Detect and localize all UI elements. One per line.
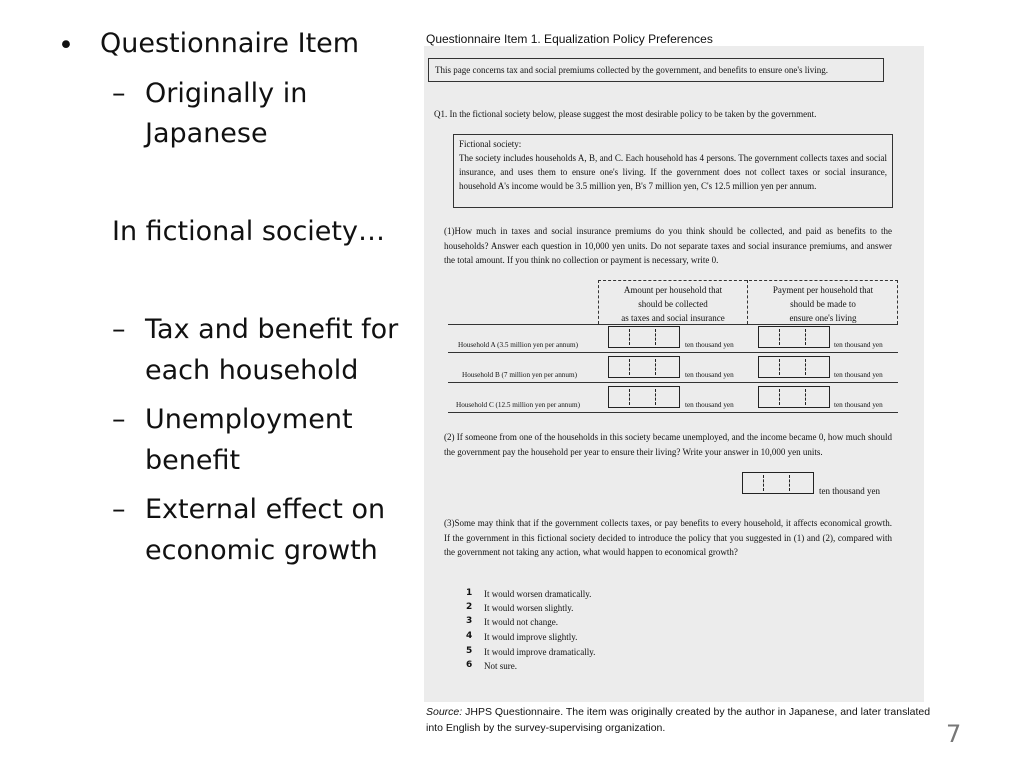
page-number: 7 xyxy=(946,720,962,748)
questionnaire-page xyxy=(424,46,924,702)
option-text: It would worsen slightly. xyxy=(484,603,574,613)
sub-originally-line1: Originally in xyxy=(145,78,308,109)
sub-tax-line1: Tax and benefit for xyxy=(145,314,399,345)
row-label: Household A (3.5 million yen per annum) xyxy=(458,341,578,349)
col2-header-line1: Payment per household that xyxy=(772,285,874,295)
option-number: 3 xyxy=(466,616,473,626)
col1-header-line1: Amount per household that xyxy=(623,285,723,295)
answer-box-pay-b[interactable] xyxy=(758,356,830,378)
bullet-questionnaire-item: Questionnaire Item xyxy=(100,28,360,59)
q1-text: Q1. In the fictional society below, please suggest the most desirable policy to be taken by the government. xyxy=(434,109,817,119)
table-row-line xyxy=(448,324,898,325)
answer-box-pay-a[interactable] xyxy=(758,326,830,348)
table-row-line xyxy=(448,382,898,383)
source-text: JHPS Questionnaire. The item was originally created by the author in Japanese, and later translated into English by the survey-supervising organization. xyxy=(426,706,931,734)
col1-header-line2: should be collected xyxy=(638,299,708,309)
table-top-line xyxy=(598,280,898,281)
answer-box-collect-c[interactable] xyxy=(608,386,680,408)
part1-text: (1)How much in taxes and social insurance premiums do you think should be collected, and paid as benefits to the households? Answer each question in 10,000 yen units. Do not separate taxes and social insurance premiums, and answer the total amount. If you think no collection or payment is necessary, write 0. xyxy=(444,226,892,265)
fictional-title: Fictional society: xyxy=(459,139,522,149)
option-number: 2 xyxy=(466,602,473,612)
source-label: Source: xyxy=(426,706,463,718)
option-text: It would worsen dramatically. xyxy=(484,589,592,599)
document-caption: Questionnaire Item 1. Equalization Policy Preferences xyxy=(426,32,713,46)
part2-unit: ten thousand yen xyxy=(819,486,880,496)
table-col-sep xyxy=(897,280,898,324)
dash-marker: – xyxy=(112,314,126,345)
part2-text: (2) If someone from one of the households in this society became unemployed, and the income became 0, how much should the government pay the household per year to ensure their living? Write your answer in 10,000 yen units. xyxy=(444,432,892,457)
fictional-society-box xyxy=(453,134,893,208)
unit-label: ten thousand yen xyxy=(685,371,734,379)
sub-tax-line2: each household xyxy=(145,355,359,386)
answer-box-unemployment[interactable] xyxy=(742,472,814,494)
intro-fictional-society: In fictional society… xyxy=(112,216,385,247)
table-bottom-line xyxy=(448,412,898,413)
table-col-sep xyxy=(598,280,599,324)
row-label: Household B (7 million yen per annum) xyxy=(462,371,577,379)
table-col-sep xyxy=(747,280,748,324)
slide-text xyxy=(0,0,420,768)
option-number: 6 xyxy=(466,660,473,670)
sub-originally-line2: Japanese xyxy=(145,118,268,149)
option-text: It would improve dramatically. xyxy=(484,647,596,657)
col2-header xyxy=(749,283,897,325)
col2-header-line3: ensure one's living xyxy=(789,313,857,323)
unit-label: ten thousand yen xyxy=(834,371,883,379)
option-number: 5 xyxy=(466,646,473,656)
option-number: 4 xyxy=(466,631,473,641)
table-row-line xyxy=(448,352,898,353)
sub-external-line1: External effect on xyxy=(145,494,386,525)
option-text: It would improve slightly. xyxy=(484,632,578,642)
unit-label: ten thousand yen xyxy=(685,401,734,409)
col2-header-line2: should be made to xyxy=(790,299,856,309)
answer-box-collect-a[interactable] xyxy=(608,326,680,348)
header-box-text: This page concerns tax and social premiums collected by the government, and benefits to ensure one's living. xyxy=(435,65,829,75)
part3-text: (3)Some may think that if the government collects taxes, or pay benefits to every household, it affects economical growth. If the government in this fictional society decided to introduce the policy that you suggested in (1) and (2), compared with the government not taking any action, what would happen to economical growth? xyxy=(444,518,892,557)
option-text: Not sure. xyxy=(484,661,517,671)
sub-unemployment-line1: Unemployment xyxy=(145,404,353,435)
dash-marker: – xyxy=(112,404,126,435)
row-label: Household C (12.5 million yen per annum) xyxy=(456,401,580,409)
dash-marker: – xyxy=(112,78,126,109)
option-text: It would not change. xyxy=(484,617,558,627)
header-box xyxy=(428,58,884,82)
sub-unemployment-line2: benefit xyxy=(145,445,241,476)
dash-marker: – xyxy=(112,494,126,525)
sub-external-line2: economic growth xyxy=(145,535,378,566)
answer-box-collect-b[interactable] xyxy=(608,356,680,378)
col1-header xyxy=(600,283,746,325)
col1-header-line3: as taxes and social insurance xyxy=(621,313,725,323)
fictional-body: The society includes households A, B, and C. Each household has 4 persons. The government collects taxes and social insurance, and uses them to ensure one's living. If the government does not collect taxes or social insurance, household A's income would be 3.5 million yen, B's 7 million yen, C's 12.5 million yen per annum. xyxy=(459,153,887,191)
bullet-dot: • xyxy=(58,30,74,61)
option-number: 1 xyxy=(466,588,473,598)
unit-label: ten thousand yen xyxy=(834,401,883,409)
unit-label: ten thousand yen xyxy=(834,341,883,349)
unit-label: ten thousand yen xyxy=(685,341,734,349)
answer-box-pay-c[interactable] xyxy=(758,386,830,408)
source-note xyxy=(426,704,946,736)
